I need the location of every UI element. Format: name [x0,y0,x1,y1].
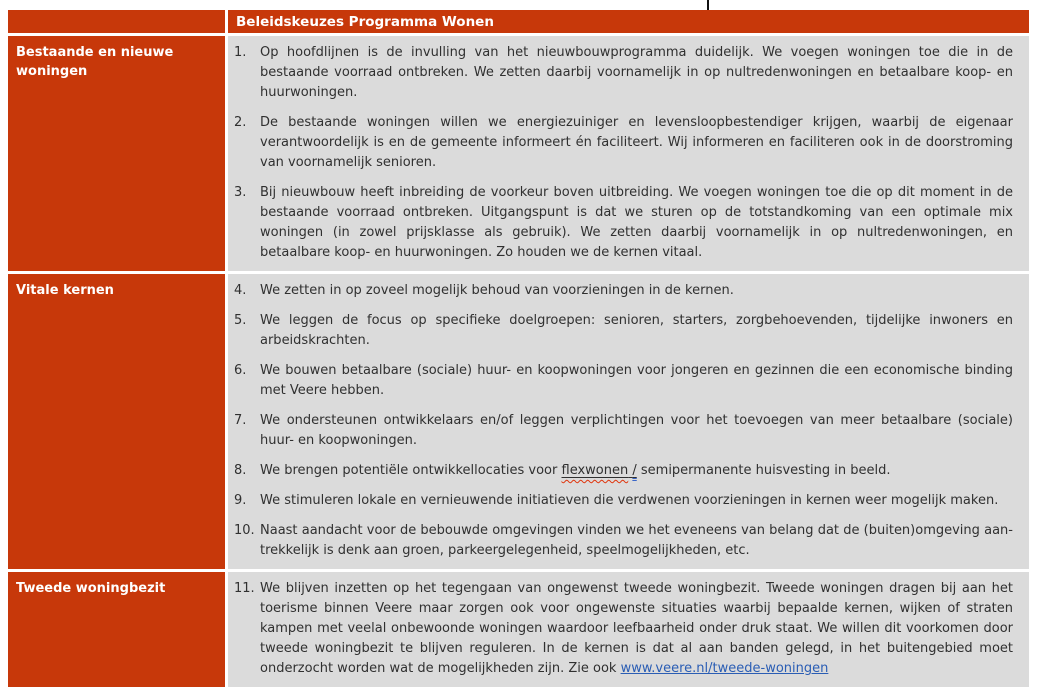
item-number: 9. [234,493,247,508]
policy-item [234,411,1013,451]
policy-item [234,461,1013,481]
row-heading-vitale-kernen: Vitale kernen [8,274,225,569]
grammar-marked-text: / [632,463,637,478]
item-number: 3. [234,185,247,200]
policy-item [234,43,1013,103]
item-text: We bouwen betaalbare (sociale) huur- en koopwoningen voor jongeren en gezinnen die een economische binding met Veere hebben. [260,363,1013,398]
item-number: 2. [234,115,247,130]
item-text: We leggen de focus op specifieke doelgroepen: senioren, starters, zorgbehoevenden, tijdelijke inwoners en arbeidskrachten. [260,313,1013,348]
policy-item [234,521,1013,561]
item-text: We zetten in op zoveel mogelijk behoud van voorzieningen in de kernen. [260,283,734,298]
table-title: Beleidskeuzes Programma Wonen [236,13,494,30]
item-text: Op hoofdlijnen is de invulling van het nieuwbouwprogramma duidelijk. We voegen woningen toe die in de bestaande voorraad ontbreken. We zetten daarbij voornamelijk in op nultredenwoningen en betaalbare koop- en huurwoningen. [260,45,1013,100]
item-text: We brengen potentiële ontwikkellocaties voor flexwonen / semipermanente huisvesting in beeld. [260,463,891,478]
item-text: Bij nieuwbouw heeft inbreiding de voorkeur boven uitbreiding. We voegen woningen toe die op dit moment in de bestaande voorraad ontbreken. Uitgangspunt is dat we sturen op de totstandkoming van een optimale mix woningen (in zowel prijsklasse als gebruik). We zetten daarbij voornamelijk in op nultredenwoningen, en betaalbare koop- en huurwoningen. Zo houden we de kernen vitaal. [260,185,1013,260]
policy-items-tweede-woningbezit [228,572,1029,687]
header-empty-cell [8,10,225,33]
item-text: Naast aandacht voor de bebouwde omgevingen vinden we het eveneens van belang dat de (buiten)omgeving aantrekkelijk is denk aan groen, parkeergelegenheid, speelmogelijkheden, etc. [260,523,1013,558]
veere-tweede-woningen-link[interactable]: www.veere.nl/tweede-woningen [620,661,829,676]
row-heading-tweede-woningbezit: Tweede woningbezit [8,572,225,687]
item-number: 6. [234,363,247,378]
policy-item [234,113,1013,173]
policy-items-vitale-kernen [228,274,1029,569]
spellcheck-marked-text: flexwonen [561,463,629,478]
item-number: 5. [234,313,247,328]
item-number: 10. [234,523,255,538]
item-number: 8. [234,463,247,478]
item-number: 4. [234,283,247,298]
item-number: 1. [234,45,247,60]
item-text: De bestaande woningen willen we energiezuiniger en levensloopbestendiger krijgen, waarbij de eigenaar verantwoordelijk is en de gemeente informeert én faciliteert. Wij informeren en faciliteren ook in de doorstroming van voornamelijk senioren. [260,115,1013,170]
item-text: We blijven inzetten op het tegengaan van ongewenst tweede woningbezit. Tweede woningen dragen bij aan het toerisme binnen Veere maar zorgen ook voor ongewenste situaties waarbij bepaalde kernen, wijken of straten kampen met veelal onbewoonde woningen waardoor leefbaarheid onder druk staat. We willen dit voorkomen door tweede woningbezit te blijven reguleren. In de kernen is dat al aan banden gelegd, in het buitengebied moet onderzocht worden wat de mogelijkheden zijn. Zie ook www.veere.nl/tweede-woningen [260,581,1013,676]
policy-item [234,281,1013,301]
item-text: We stimuleren lokale en vernieuwende initiatieven die verdwenen voorzieningen in kernen weer mogelijk maken. [260,493,999,508]
policy-table [8,10,1029,687]
item-number: 7. [234,413,247,428]
row-heading-bestaande-en-nieuwe-woningen: Bestaande en nieuwe woningen [8,36,225,271]
table-header-cell [228,10,1029,33]
item-number: 11. [234,581,255,596]
policy-item [234,491,1013,511]
policy-item [234,361,1013,401]
item-text: We ondersteunen ontwikkelaars en/of leggen verplichtingen voor het toevoegen van meer betaalbare (sociale) huur- en koopwoningen. [260,413,1013,448]
policy-item [234,311,1013,351]
policy-items-bestaande [228,36,1029,271]
policy-item [234,579,1013,679]
policy-item [234,183,1013,263]
